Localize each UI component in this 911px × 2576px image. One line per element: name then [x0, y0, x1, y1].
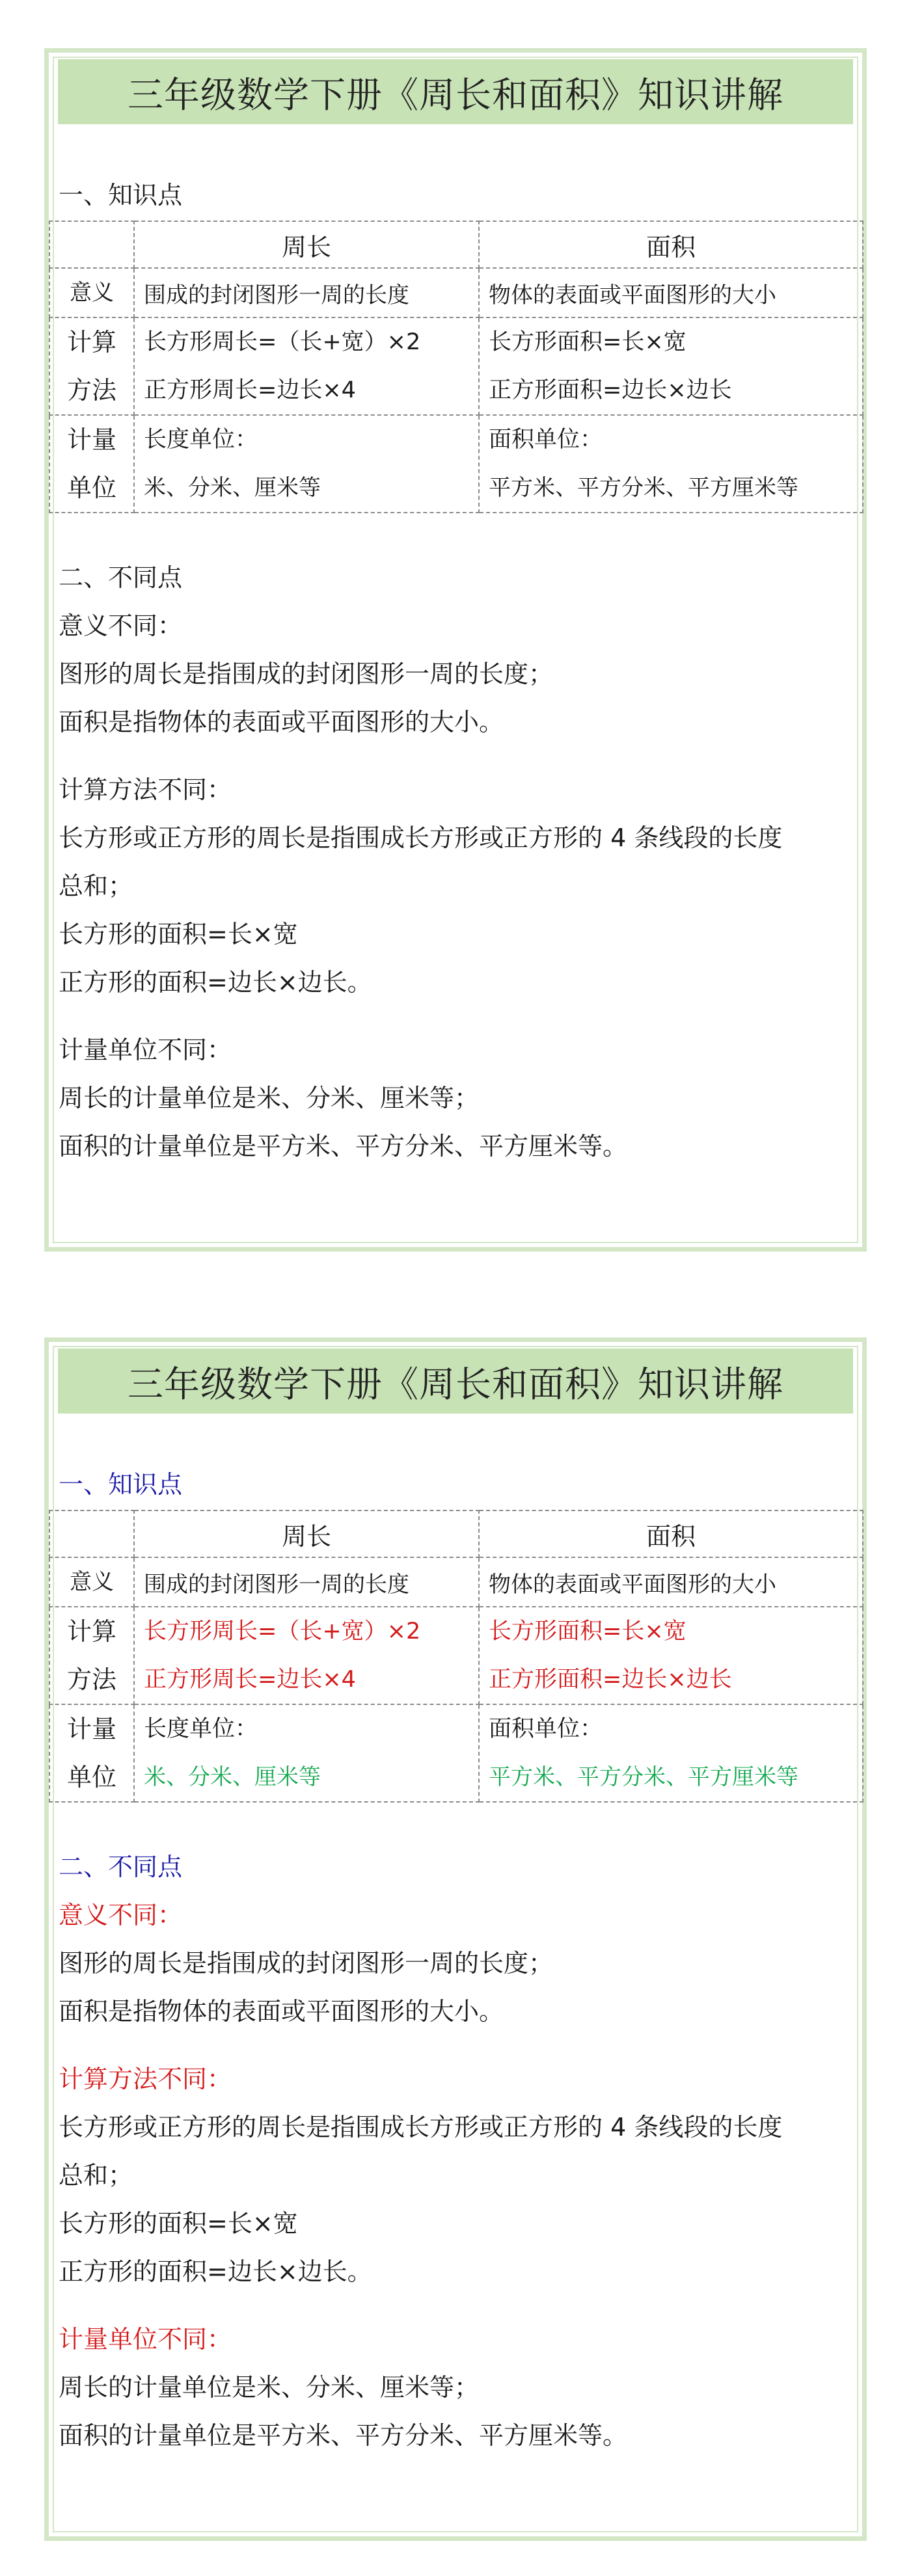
table-header-row	[49, 221, 863, 268]
row-label-method	[49, 317, 134, 415]
cell-area-meaning: 物体的表面或平面图形的大小	[479, 268, 863, 317]
area-unit-list: 平方米、平方分米、平方厘米等	[489, 1764, 798, 1790]
table-header-area: 面积	[479, 1510, 863, 1557]
row-label-unit	[49, 415, 134, 513]
cell-perimeter-meaning: 围成的封闭图形一周的长度	[134, 268, 479, 317]
cell-area-method	[479, 317, 863, 415]
table-header-area: 面积	[479, 221, 863, 268]
diff-method-line: 长方形或正方形的周长是指围成长方形或正方形的 4 条线段的长度	[59, 2113, 783, 2141]
rect-perimeter-formula: 长方形周长=（长+宽）×2	[144, 329, 421, 355]
table-header-perimeter: 周长	[134, 221, 479, 268]
diff-method-title: 计算方法不同：	[59, 775, 232, 804]
table-row-method	[49, 1607, 863, 1704]
rect-area-formula: 长方形面积=长×宽	[489, 329, 687, 355]
diff-method-line: 总和；	[59, 2161, 133, 2190]
diff-unit-line: 周长的计量单位是米、分米、厘米等；	[59, 2373, 480, 2402]
cell-area-method	[479, 1607, 863, 1704]
square-area-formula: 正方形面积=边长×边长	[489, 1667, 732, 1693]
section-knowledge-heading: 一、知识点	[59, 181, 183, 209]
area-unit-title: 面积单位：	[489, 1716, 603, 1742]
diff-unit-line: 周长的计量单位是米、分米、厘米等；	[59, 1084, 480, 1112]
diff-method-line: 长方形的面积=长×宽	[59, 2209, 298, 2238]
knowledge-card-highlighted	[44, 1337, 867, 2541]
length-unit-title: 长度单位：	[144, 1716, 258, 1742]
cell-area-unit	[479, 415, 863, 513]
card-title: 三年级数学下册《周长和面积》知识讲解	[58, 59, 853, 124]
comparison-table	[49, 221, 863, 513]
row-label-unit-2: 单位	[66, 474, 116, 502]
table-row-unit	[49, 415, 863, 513]
row-label-unit-2: 单位	[66, 1763, 116, 1791]
cell-area-meaning: 物体的表面或平面图形的大小	[479, 1557, 863, 1607]
comparison-table	[49, 1510, 863, 1803]
row-label-method	[49, 1607, 134, 1704]
diff-meaning-line: 图形的周长是指围成的封闭图形一周的长度；	[59, 660, 554, 688]
diff-meaning-line: 面积是指物体的表面或平面图形的大小。	[59, 708, 504, 736]
diff-method-title: 计算方法不同：	[59, 2065, 232, 2093]
diff-meaning-line: 面积是指物体的表面或平面图形的大小。	[59, 1997, 504, 2026]
diff-method-line: 正方形的面积=边长×边长。	[59, 968, 372, 997]
section-differences-heading: 二、不同点	[59, 563, 183, 592]
table-header-empty	[49, 221, 134, 268]
length-unit-title: 长度单位：	[144, 427, 258, 453]
length-unit-list: 米、分米、厘米等	[144, 1764, 321, 1790]
table-row-unit	[49, 1704, 863, 1802]
diff-method-line: 长方形或正方形的周长是指围成长方形或正方形的 4 条线段的长度	[59, 824, 783, 852]
row-label-unit-1: 计量	[66, 425, 116, 454]
diff-unit-title: 计量单位不同：	[59, 1036, 232, 1064]
row-label-unit-1: 计量	[66, 1715, 116, 1743]
rect-area-formula: 长方形面积=长×宽	[489, 1618, 687, 1644]
diff-method-line: 长方形的面积=长×宽	[59, 920, 298, 948]
cell-perimeter-unit	[134, 415, 479, 513]
length-unit-list: 米、分米、厘米等	[144, 475, 321, 501]
differences-section	[59, 554, 852, 1170]
diff-meaning-title: 意义不同：	[59, 1901, 183, 1929]
table-row-method	[49, 317, 863, 415]
diff-method-line: 总和；	[59, 872, 133, 900]
square-area-formula: 正方形面积=边长×边长	[489, 377, 732, 403]
row-label-meaning: 意义	[49, 1557, 134, 1607]
row-label-unit	[49, 1704, 134, 1802]
diff-unit-title: 计量单位不同：	[59, 2325, 232, 2354]
diff-meaning-line: 图形的周长是指围成的封闭图形一周的长度；	[59, 1949, 554, 1978]
cell-perimeter-method	[134, 317, 479, 415]
table-header-row	[49, 1510, 863, 1557]
diff-method-line: 正方形的面积=边长×边长。	[59, 2257, 372, 2286]
diff-meaning-title: 意义不同：	[59, 611, 183, 640]
diff-unit-line: 面积的计量单位是平方米、平方分米、平方厘米等。	[59, 1132, 628, 1161]
knowledge-card-plain	[44, 48, 867, 1252]
cell-perimeter-method	[134, 1607, 479, 1704]
rect-perimeter-formula: 长方形周长=（长+宽）×2	[144, 1618, 421, 1644]
differences-section	[59, 1843, 852, 2460]
square-perimeter-formula: 正方形周长=边长×4	[144, 377, 356, 403]
row-label-method-1: 计算	[66, 328, 116, 356]
row-label-meaning: 意义	[49, 268, 134, 317]
section-differences-heading: 二、不同点	[59, 1853, 183, 1881]
card-title: 三年级数学下册《周长和面积》知识讲解	[58, 1348, 853, 1414]
table-header-empty	[49, 1510, 134, 1557]
diff-unit-line: 面积的计量单位是平方米、平方分米、平方厘米等。	[59, 2421, 628, 2450]
table-row-meaning	[49, 1557, 863, 1607]
cell-area-unit	[479, 1704, 863, 1802]
table-row-meaning	[49, 268, 863, 317]
row-label-method-1: 计算	[66, 1617, 116, 1646]
row-label-method-2: 方法	[66, 376, 116, 405]
cell-perimeter-meaning: 围成的封闭图形一周的长度	[134, 1557, 479, 1607]
table-header-perimeter: 周长	[134, 1510, 479, 1557]
cell-perimeter-unit	[134, 1704, 479, 1802]
section-knowledge-heading: 一、知识点	[59, 1470, 183, 1499]
row-label-method-2: 方法	[66, 1665, 116, 1694]
area-unit-list: 平方米、平方分米、平方厘米等	[489, 475, 798, 501]
square-perimeter-formula: 正方形周长=边长×4	[144, 1667, 356, 1693]
area-unit-title: 面积单位：	[489, 427, 603, 453]
